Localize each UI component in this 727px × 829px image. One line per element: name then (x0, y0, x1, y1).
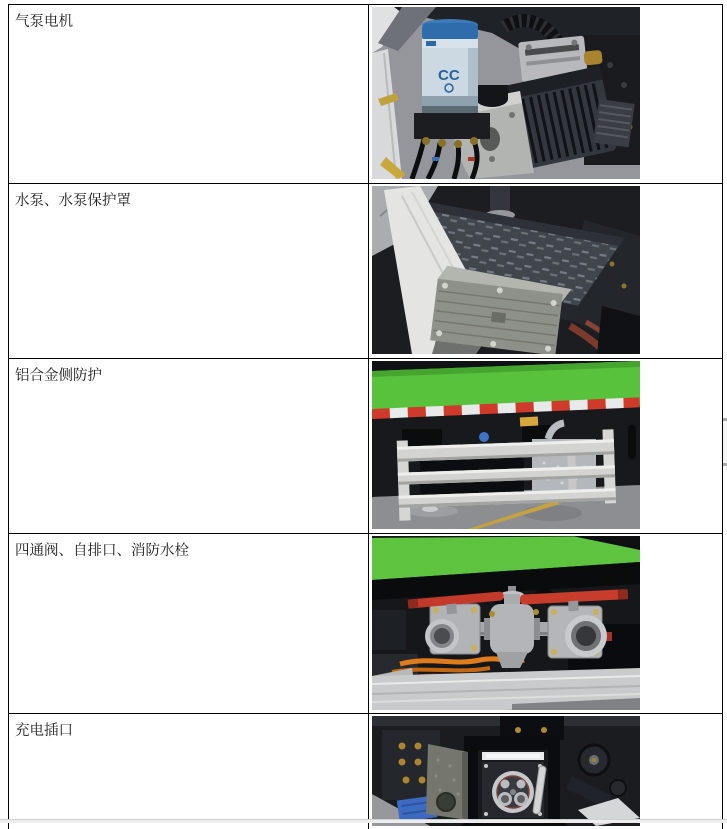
part-label-cell (9, 534, 369, 713)
canister-logo: CC (438, 67, 460, 84)
part-label: 铝合金侧防护 (15, 368, 102, 384)
part-label-cell (9, 5, 369, 183)
water-pump-cover-photo (372, 186, 640, 354)
table-row (9, 714, 722, 829)
page-bottom-edge (0, 819, 727, 823)
scrollbar-thumb[interactable] (723, 418, 727, 466)
part-photo-cell (369, 714, 722, 829)
part-label-cell (9, 359, 369, 533)
table-row (9, 359, 722, 534)
table-row (9, 5, 722, 184)
blue-cap (479, 432, 489, 442)
table-row (9, 184, 722, 359)
part-photo-cell (369, 184, 722, 358)
part-photo-cell (369, 5, 722, 183)
part-label: 气泵电机 (15, 14, 73, 30)
air-pump-motor-photo (372, 7, 640, 179)
part-photo-cell (369, 534, 722, 713)
heatsink (593, 99, 635, 148)
table-row (9, 534, 722, 714)
parts-table (8, 4, 723, 829)
charging-socket-photo (372, 716, 640, 826)
open-door (426, 744, 468, 820)
part-photo-cell (369, 359, 722, 533)
valve-center-body (490, 604, 534, 654)
part-label: 水泵、水泵保护罩 (15, 193, 131, 209)
part-label: 四通阀、自排口、消防水栓 (15, 543, 189, 559)
part-label-cell (9, 714, 369, 829)
part-label-cell (9, 184, 369, 358)
charging-box (464, 736, 560, 826)
side-guard-photo (372, 361, 640, 529)
four-way-valve-photo (372, 536, 640, 710)
part-label: 充电插口 (15, 723, 73, 739)
